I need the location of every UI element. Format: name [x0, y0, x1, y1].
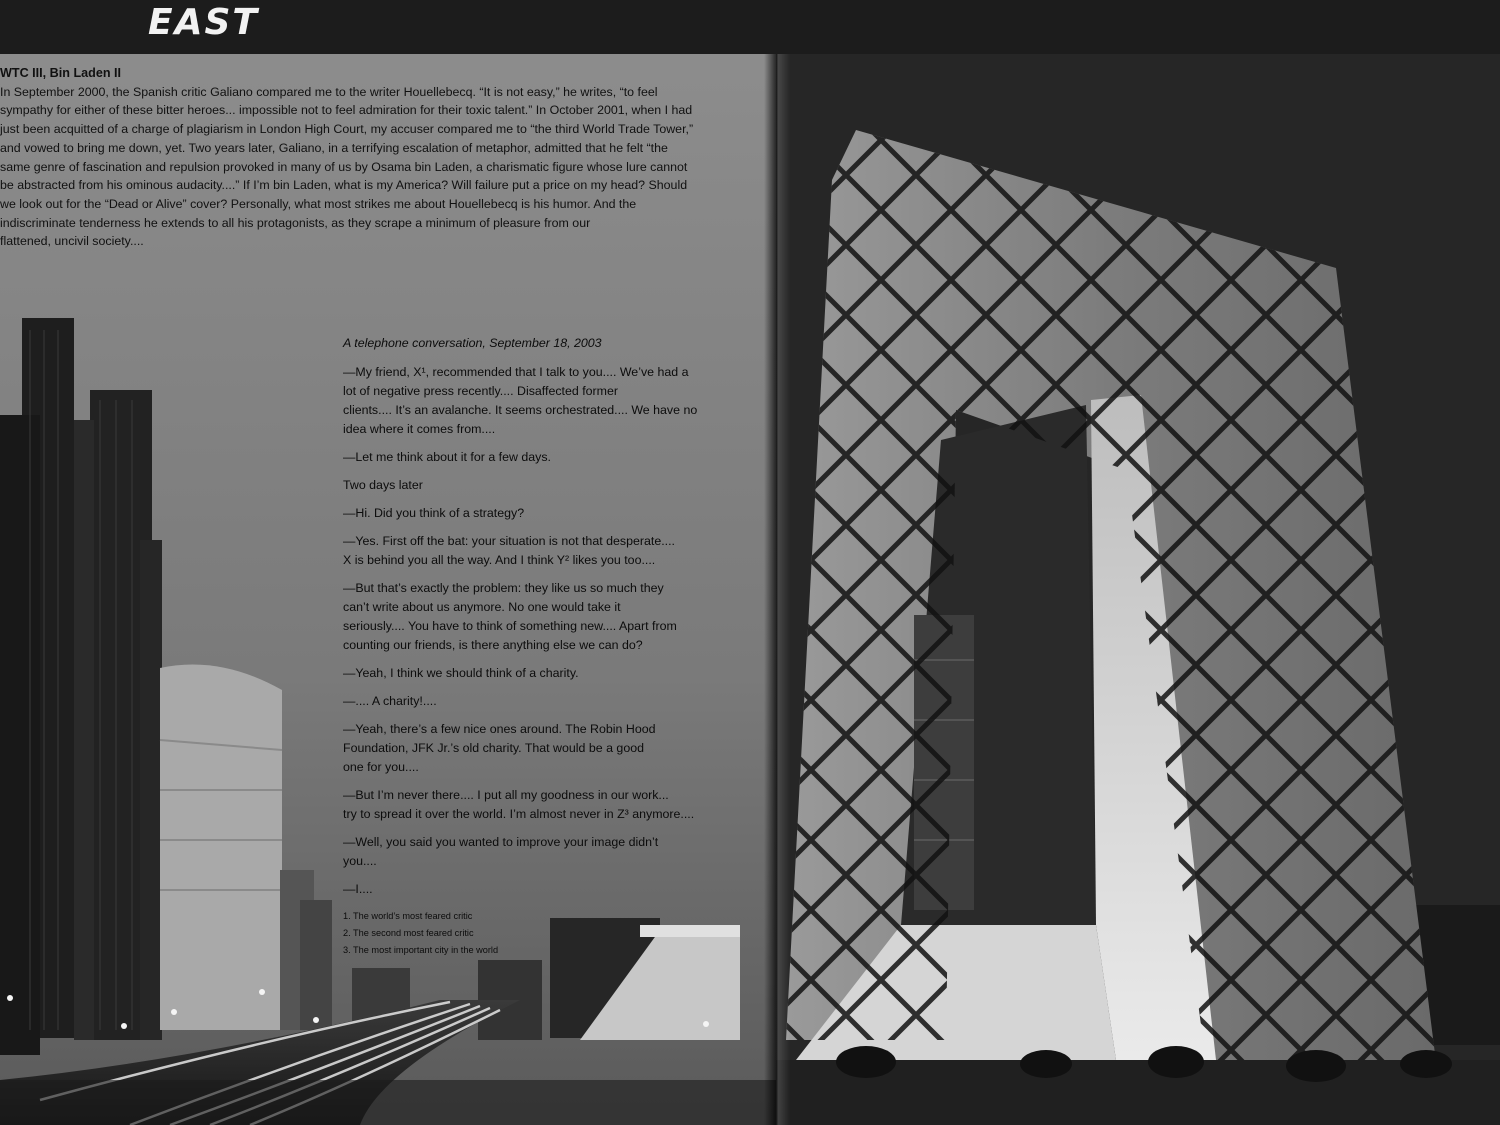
- dialogue-section: [343, 334, 715, 959]
- intro-line: sympathy for either of these bitter heroes... impossible not to feel admiration for their toxic talent.” In October 2001, when I had: [0, 103, 693, 118]
- dialogue-line: try to spread it over the world. I’m almost never in Z³ anymore....: [343, 807, 695, 821]
- intro-line: In September 2000, the Spanish critic Galiano compared me to the writer Houellebecq. “It is not easy,” he writes, “to feel: [0, 84, 658, 99]
- dialogue-paragraph: [343, 664, 715, 683]
- dialogue-paragraph: [343, 720, 715, 777]
- intro-line: same genre of fascination and repulsion provoked in many of us by Osama bin Laden, a charismatic figure whose lure cannot: [0, 159, 688, 174]
- dialogue-paragraph: [343, 786, 715, 824]
- dialogue-paragraph: [343, 532, 715, 570]
- footnote: 1. The world’s most feared critic: [343, 911, 473, 921]
- dialogue-line: Two days later: [343, 478, 423, 492]
- cctv-tower-photo: [776, 0, 1500, 1125]
- dialogue-line: —Yeah, I think we should think of a charity.: [343, 666, 579, 680]
- dialogue-paragraph: [343, 504, 715, 523]
- intro-line: flattened, uncivil society....: [0, 234, 144, 249]
- dialogue-line: can’t write about us anymore. No one would take it: [343, 600, 621, 614]
- dialogue-line: —My friend, X¹, recommended that I talk to you.... We’ve had a: [343, 365, 689, 379]
- dialogue-paragraph: [343, 476, 715, 495]
- dialogue-line: —But I’m never there.... I put all my goodness in our work...: [343, 788, 669, 802]
- footnote: 3. The most important city in the world: [343, 945, 499, 955]
- page-gutter: [764, 0, 790, 1125]
- dialogue-line: —But that’s exactly the problem: they like us so much they: [343, 581, 664, 595]
- dialogue-line: —Yeah, there’s a few nice ones around. The Robin Hood: [343, 722, 656, 736]
- dialogue-paragraph: [343, 363, 715, 439]
- dialogue-line: —.... A charity!....: [343, 694, 437, 708]
- dialogue-paragraph: [343, 880, 715, 899]
- section-logo: EAST: [148, 2, 259, 43]
- dialogue-line: —I....: [343, 882, 373, 896]
- intro-line: we look out for the “Dead or Alive” cover? Personally, what most strikes me about Houellebecq is his humor. And the: [0, 196, 637, 211]
- dialogue-line: seriously.... You have to think of something new.... Apart from: [343, 619, 677, 633]
- intro-paragraph: [0, 83, 728, 251]
- dialogue-body: [343, 363, 715, 899]
- right-page: [776, 0, 1500, 1125]
- dialogue-line: X is behind you all the way. And I think Y² likes you too....: [343, 553, 656, 567]
- intro-heading: WTC III, Bin Laden II: [0, 66, 122, 80]
- dialogue-line: —Hi. Did you think of a strategy?: [343, 506, 525, 520]
- dialogue-line: clients.... It’s an avalanche. It seems orchestrated.... We have no: [343, 403, 698, 417]
- dialogue-paragraph: [343, 579, 715, 655]
- dialogue-title: A telephone conversation, September 18, 2003: [343, 336, 602, 350]
- dialogue-line: —Let me think about it for a few days.: [343, 450, 551, 464]
- intro-line: indiscriminate tenderness he extends to all his protagonists, as they scrape a minimum of pleasure from our: [0, 215, 591, 230]
- dialogue-paragraph: [343, 448, 715, 467]
- dialogue-line: one for you....: [343, 760, 419, 774]
- dialogue-paragraph: [343, 833, 715, 871]
- header-bar: [0, 0, 1500, 54]
- intro-section: [0, 64, 728, 251]
- dialogue-line: lot of negative press recently.... Disaffected former: [343, 384, 619, 398]
- dialogue-line: —Well, you said you wanted to improve your image didn’t: [343, 835, 659, 849]
- footnotes: [343, 908, 715, 959]
- dialogue-line: idea where it comes from....: [343, 422, 496, 436]
- footnote: 2. The second most feared critic: [343, 928, 474, 938]
- dialogue-paragraph: [343, 692, 715, 711]
- dialogue-line: counting our friends, is there anything else we can do?: [343, 638, 643, 652]
- dialogue-line: —Yes. First off the bat: your situation is not that desperate....: [343, 534, 675, 548]
- intro-line: just been acquitted of a charge of plagiarism in London High Court, my accuser compared me to “the third World Trade Tower,”: [0, 122, 694, 137]
- intro-line: be abstracted from his ominous audacity....” If I’m bin Laden, what is my America? Will failure put a price on my head? Should: [0, 178, 688, 193]
- dialogue-line: Foundation, JFK Jr.’s old charity. That would be a good: [343, 741, 644, 755]
- intro-line: and vowed to bring me down, yet. Two years later, Galiano, in a terrifying escalation of metaphor, admitted that he felt “the: [0, 140, 668, 155]
- dialogue-line: you....: [343, 854, 377, 868]
